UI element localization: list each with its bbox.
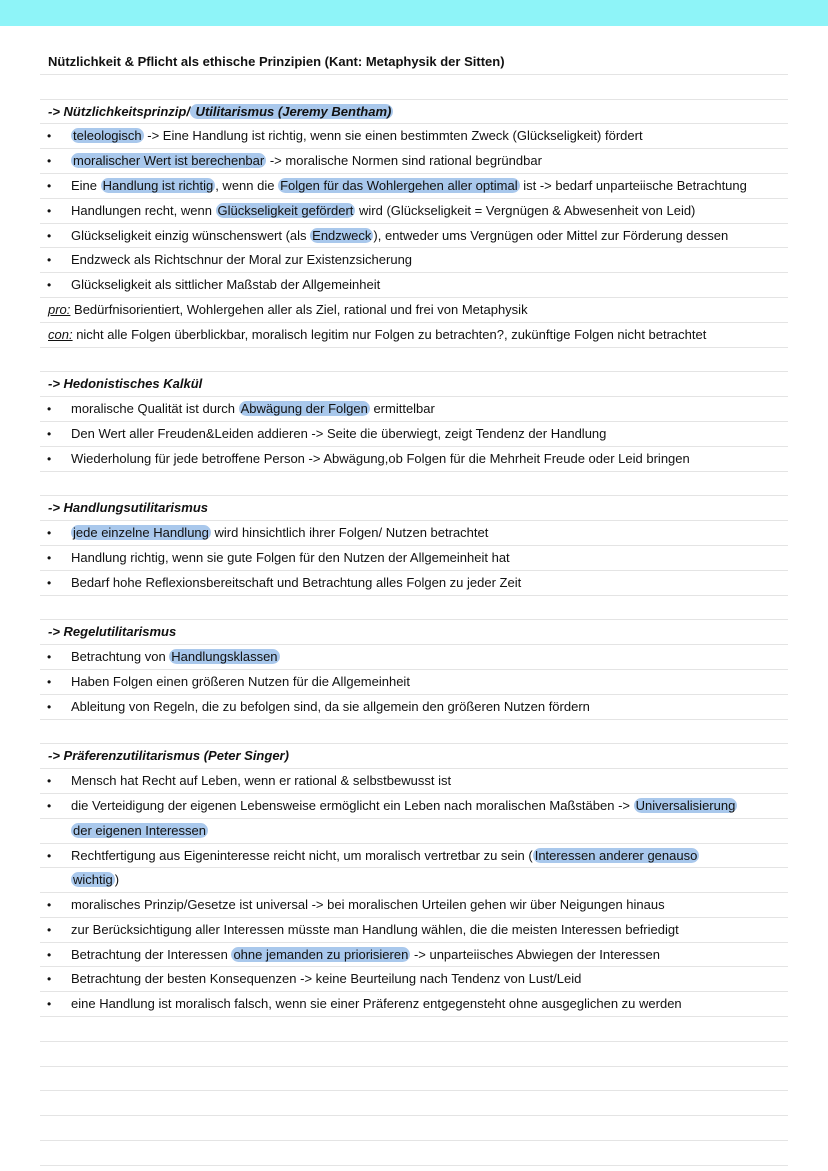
highlight: Folgen für das Wohlergehen aller optimal (280, 177, 518, 193)
heading-part: -> Nützlichkeitsprinzip/ (48, 103, 190, 119)
highlight: Utilitarismus (Jeremy Bentham) (191, 103, 392, 119)
list-item: • Handlung richtig, wenn sie gute Folgen für den Nutzen der Allgemeinheit hat (40, 546, 788, 571)
list-item: • Endzweck als Richtschnur der Moral zur Existenzsicherung (40, 248, 788, 273)
blank-line (40, 1116, 788, 1141)
text: Rechtfertigung aus Eigeninteresse reicht nicht, um moralisch vertretbar zu sein ( (71, 847, 533, 863)
blank-line (40, 348, 788, 373)
highlight: Interessen anderer genauso (534, 847, 698, 863)
list-item: • Betrachtung der besten Konsequenzen -> keine Beurteilung nach Tendenz von Lust/Leid (40, 967, 788, 992)
pro-line (40, 298, 788, 323)
blank-line (40, 1091, 788, 1116)
heading-handlungsutilitarismus: -> Handlungsutilitarismus (40, 496, 788, 521)
text: -> Eine Handlung ist richtig, wenn sie einen bestimmten Zweck (Glückseligkeit) fördert (143, 128, 643, 144)
heading-praeferenzutilitarismus: -> Präferenzutilitarismus (Peter Singer) (40, 744, 788, 769)
list-item: • eine Handlung ist moralisch falsch, wenn sie einer Präferenz entgegensteht ohne ausgeglichen zu werden (40, 992, 788, 1017)
highlight: Universalisierung (635, 797, 736, 813)
blank-line (40, 1017, 788, 1042)
empty-ruled-lines (40, 1017, 788, 1166)
blank-line (40, 1042, 788, 1067)
text: die Verteidigung der eigenen Lebensweise ermöglicht ein Leben nach moralischen Maßstäben -> (71, 797, 634, 813)
highlight: wichtig (73, 872, 113, 888)
list-item: • zur Berücksichtigung aller Interessen müsste man Handlung wählen, die die meisten Interessen befriedigt (40, 918, 788, 943)
list-item (40, 943, 788, 968)
text: -> unparteiisches Abwiegen der Interessen (410, 946, 661, 962)
highlight: teleologisch (73, 128, 142, 144)
text: , wenn die (215, 177, 279, 193)
list-item: • Mensch hat Recht auf Leben, wenn er rational & selbstbewusst ist (40, 769, 788, 794)
list-item (40, 521, 788, 546)
blank-line (40, 1141, 788, 1166)
list-item (40, 224, 788, 249)
highlight: Abwägung der Folgen (240, 401, 368, 417)
list-item (40, 199, 788, 224)
highlight: der eigenen Interessen (73, 822, 206, 838)
pro-label: pro: (48, 301, 71, 317)
list-item: • Wiederholung für jede betroffene Person -> Abwägung,ob Folgen für die Mehrheit Freude oder Leid bringen (40, 447, 788, 472)
list-item (40, 124, 788, 149)
text: ) (114, 872, 120, 888)
blank-line (40, 472, 788, 497)
text: ermittelbar (369, 401, 435, 417)
text: Glückseligkeit einzig wünschenswert (als (71, 227, 311, 243)
top-accent-bar (0, 0, 828, 26)
list-item: • Den Wert aller Freuden&Leiden addieren -> Seite die überwiegt, zeigt Tendenz der Handlung (40, 422, 788, 447)
list-item: • moralisches Prinzip/Gesetze ist universal -> bei moralischen Urteilen gehen wir über Neigungen hinaus (40, 893, 788, 918)
heading-regelutilitarismus: -> Regelutilitarismus (40, 620, 788, 645)
list-item: • Ableitung von Regeln, die zu befolgen sind, da sie allgemein den größeren Nutzen fördern (40, 695, 788, 720)
text: Betrachtung der Interessen (71, 946, 232, 962)
text: Bedürfnisorientiert, Wohlergehen aller als Ziel, rational und frei von Metaphysik (70, 301, 528, 317)
text: moralische Qualität ist durch (71, 401, 239, 417)
highlight: Endzweck (312, 227, 372, 243)
text: Eine (71, 177, 101, 193)
list-item (40, 174, 788, 199)
heading-utilitarismus (40, 100, 788, 125)
highlight: jede einzelne Handlung (73, 525, 209, 541)
blank-line (40, 1067, 788, 1092)
list-item-continuation (40, 868, 788, 893)
highlight: ohne jemanden zu priorisieren (233, 946, 409, 962)
con-line (40, 323, 788, 348)
text: Betrachtung von (71, 649, 170, 665)
list-item (40, 645, 788, 670)
list-item: • Haben Folgen einen größeren Nutzen für die Allgemeinheit (40, 670, 788, 695)
notes-page (40, 50, 788, 1166)
text: ist -> bedarf unparteiische Betrachtung (519, 177, 747, 193)
text: -> moralische Normen sind rational begründbar (266, 153, 542, 169)
highlight: Handlung ist richtig (102, 177, 214, 193)
text: ), entweder ums Vergnügen oder Mittel zur Förderung dessen (373, 227, 729, 243)
list-item (40, 844, 788, 869)
blank-line (40, 75, 788, 100)
list-item (40, 149, 788, 174)
list-item: • Bedarf hohe Reflexionsbereitschaft und Betrachtung alles Folgen zu jeder Zeit (40, 571, 788, 596)
blank-line (40, 720, 788, 745)
heading-hedonistisches-kalkuel: -> Hedonistisches Kalkül (40, 372, 788, 397)
list-item (40, 397, 788, 422)
list-item (40, 794, 788, 819)
text: wird hinsichtlich ihrer Folgen/ Nutzen betrachtet (210, 525, 489, 541)
highlight: moralischer Wert ist berechenbar (73, 153, 265, 169)
list-item: • Glückseligkeit als sittlicher Maßstab der Allgemeinheit (40, 273, 788, 298)
text: Handlungen recht, wenn (71, 202, 216, 218)
text: wird (Glückseligkeit = Vergnügen & Abwesenheit von Leid) (355, 202, 696, 218)
text: nicht alle Folgen überblickbar, moralisch legitim nur Folgen zu betrachten?, zukünftige Folgen nicht betrachtet (72, 326, 707, 342)
blank-line (40, 596, 788, 621)
highlight: Handlungsklassen (171, 649, 278, 665)
highlight: Glückseligkeit gefördert (217, 202, 354, 218)
page-title: Nützlichkeit & Pflicht als ethische Prinzipien (Kant: Metaphysik der Sitten) (40, 50, 788, 75)
con-label: con: (48, 326, 73, 342)
list-item-continuation (40, 819, 788, 844)
